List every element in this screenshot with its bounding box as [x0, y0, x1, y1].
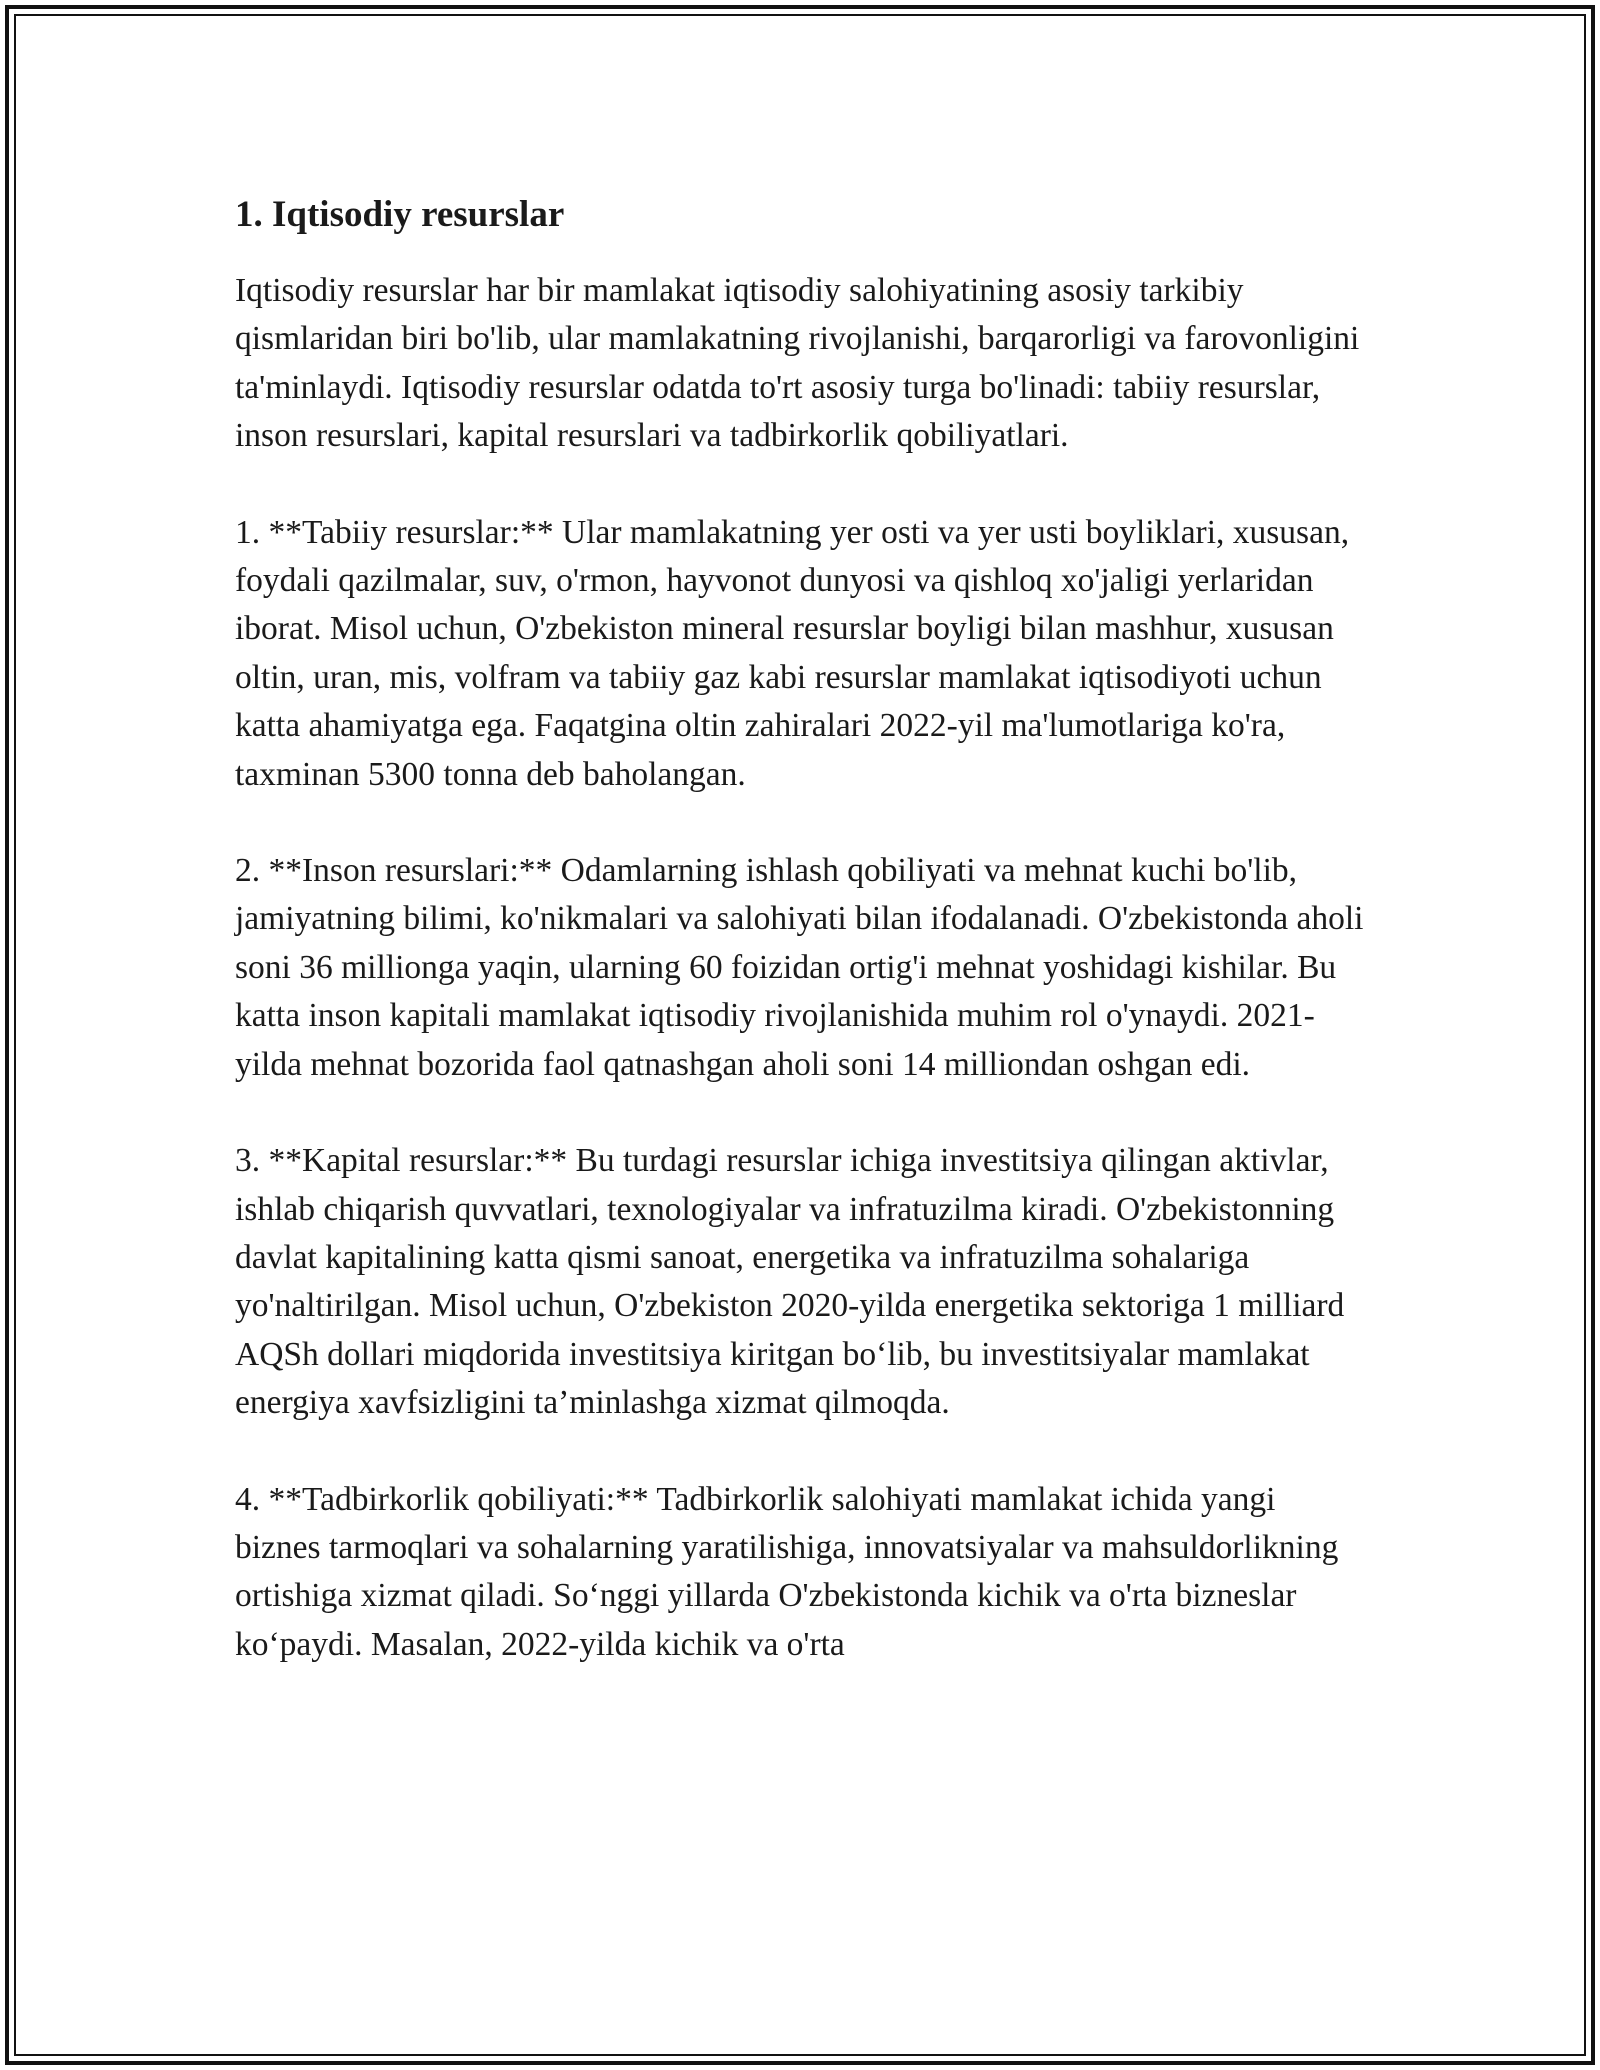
natural-resources-paragraph: 1. **Tabiiy resurslar:** Ular mamlakatning yer osti va yer usti boyliklari, xususan, foydali qazilmalar, suv, o'rmon, hayvonot dunyosi va qishloq xo'jaligi yerlaridan iborat. Misol uchun, O'zbekiston mineral resurslar boyligi bilan mashhur, xususan oltin, uran, mis, volfram va tabiiy gaz kabi resurslar mamlakat iqtisodiyoti uchun katta ahamiyatga ega. Faqatgina oltin zahiralari 2022-yil ma'lumotlariga ko'ra, taxminan 5300 tonna deb baholangan. — [235, 513, 1350, 793]
human-resources-paragraph: 2. **Inson resurslari:** Odamlarning ishlash qobiliyati va mehnat kuchi bo'lib, jamiyatning bilimi, ko'nikmalari va salohiyati bilan ifodalanadi. O'zbekistonda aholi soni 36 millionga yaqin, ularning 60 foizidan ortig'i mehnat yoshidagi kishilar. Bu katta inson kapitali mamlakat iqtisodiy rivojlanishida muhim rol o'ynaydi. 2021-yilda mehnat bozorida faol qatnashgan aholi soni 14 milliondan oshgan edi. — [235, 852, 1364, 1083]
capital-resources-paragraph: 3. **Kapital resurslar:** Bu turdagi resurslar ichiga investitsiya qilingan aktivlar, ishlab chiqarish quvvatlari, texnologiyalar va infratuzilma kiradi. O'zbekistonning davlat kapitalining katta qismi sanoat, energetika va infratuzilma sohalariga yo'naltirilgan. Misol uchun, O'zbekiston 2020-yilda energetika sektoriga 1 milliard AQSh dollari miqdorida investitsiya kiritgan bo‘lib, bu investitsiyalar mamlakat energiya xavfsizligini ta’minlashga xizmat qilmoqda. — [235, 1142, 1345, 1422]
section-heading: 1. Iqtisodiy resurslar — [235, 194, 565, 235]
document-body — [235, 185, 1365, 1717]
entrepreneurship-paragraph: 4. **Tadbirkorlik qobiliyati:** Tadbirkorlik salohiyati mamlakat ichida yangi biznes tarmoqlari va sohalarning yaratilishiga, innovatsiyalar va mahsuldorlikning ortishiga xizmat qiladi. So‘nggi yillarda O'zbekistonda kichik va o'rta bizneslar ko‘paydi. Masalan, 2022-yilda kichik va o'rta — [235, 1480, 1339, 1663]
intro-paragraph: Iqtisodiy resurslar har bir mamlakat iqtisodiy salohiyatining asosiy tarkibiy qismlaridan biri bo'lib, ular mamlakatning rivojlanishi, barqarorligi va farovonligini ta'minlaydi. Iqtisodiy resurslar odatda to'rt asosiy turga bo'linadi: tabiiy resurslar, inson resurslari, kapital resurslari va tadbirkorlik qobiliyatlari. — [235, 272, 1360, 455]
